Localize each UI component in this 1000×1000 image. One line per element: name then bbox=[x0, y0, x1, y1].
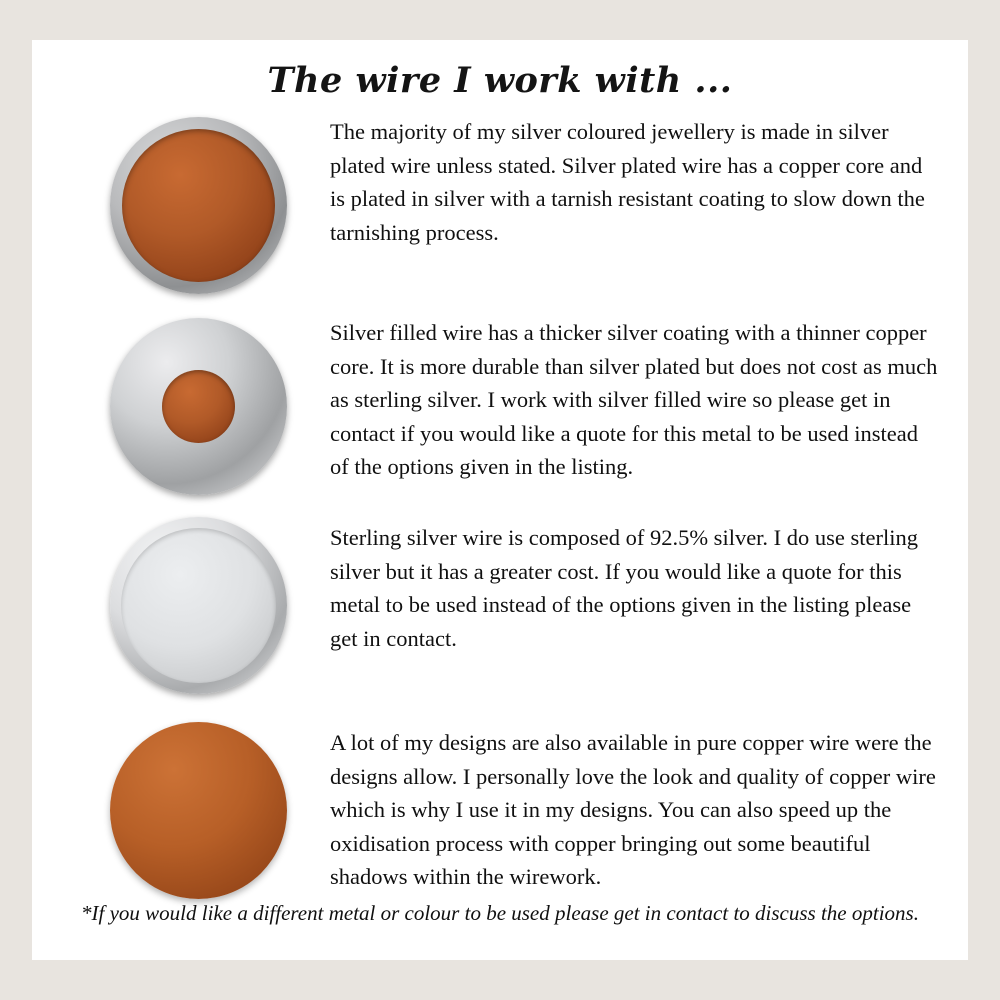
copper-description: A lot of my designs are also available in pure copper wire were the designs allow. I personally love the look and quality of copper wire which is why I use it in my designs. You can also speed up the oxidisation process with copper bringing out some beautiful shadows within the wirework. bbox=[330, 730, 936, 889]
silver-core bbox=[121, 528, 276, 683]
footnote: *If you would like a different metal or colour to be used please get in contact to discuss the options. bbox=[81, 901, 919, 925]
silver-filled-wire-swatch bbox=[110, 318, 287, 495]
list-item bbox=[32, 517, 968, 694]
swatch-container bbox=[98, 312, 298, 495]
copper-core bbox=[162, 370, 235, 443]
copper-wire-swatch bbox=[110, 722, 287, 899]
silver-plated-wire-swatch bbox=[110, 117, 287, 294]
list-item bbox=[32, 111, 968, 294]
swatch-container bbox=[98, 111, 298, 294]
list-item bbox=[32, 722, 968, 899]
copper-core bbox=[122, 129, 275, 282]
silver-plated-description: The majority of my silver coloured jewellery is made in silver plated wire unless stated. Silver plated wire has a copper core and is plated in silver with a tarnish resistant coating to slow down the tarnishing process. bbox=[330, 119, 925, 245]
wire-type-list bbox=[32, 111, 968, 899]
swatch-container bbox=[98, 722, 298, 899]
swatch-container bbox=[98, 517, 298, 694]
silver-filled-description: Silver filled wire has a thicker silver coating with a thinner copper core. It is more durable than silver plated but does not cost as much as sterling silver. I work with silver filled wire so please get in contact if you would like a quote for this metal to be used instead of the options given in the listing. bbox=[330, 320, 938, 479]
sterling-silver-wire-swatch bbox=[110, 517, 287, 694]
sterling-silver-description: Sterling silver wire is composed of 92.5% silver. I do use sterling silver but it has a greater cost. If you would like a quote for this metal to be used instead of the options given in the listing please get in contact. bbox=[330, 525, 919, 651]
list-item bbox=[32, 312, 968, 495]
page-title: The wire I work with ... bbox=[267, 60, 733, 101]
info-card bbox=[32, 40, 968, 960]
